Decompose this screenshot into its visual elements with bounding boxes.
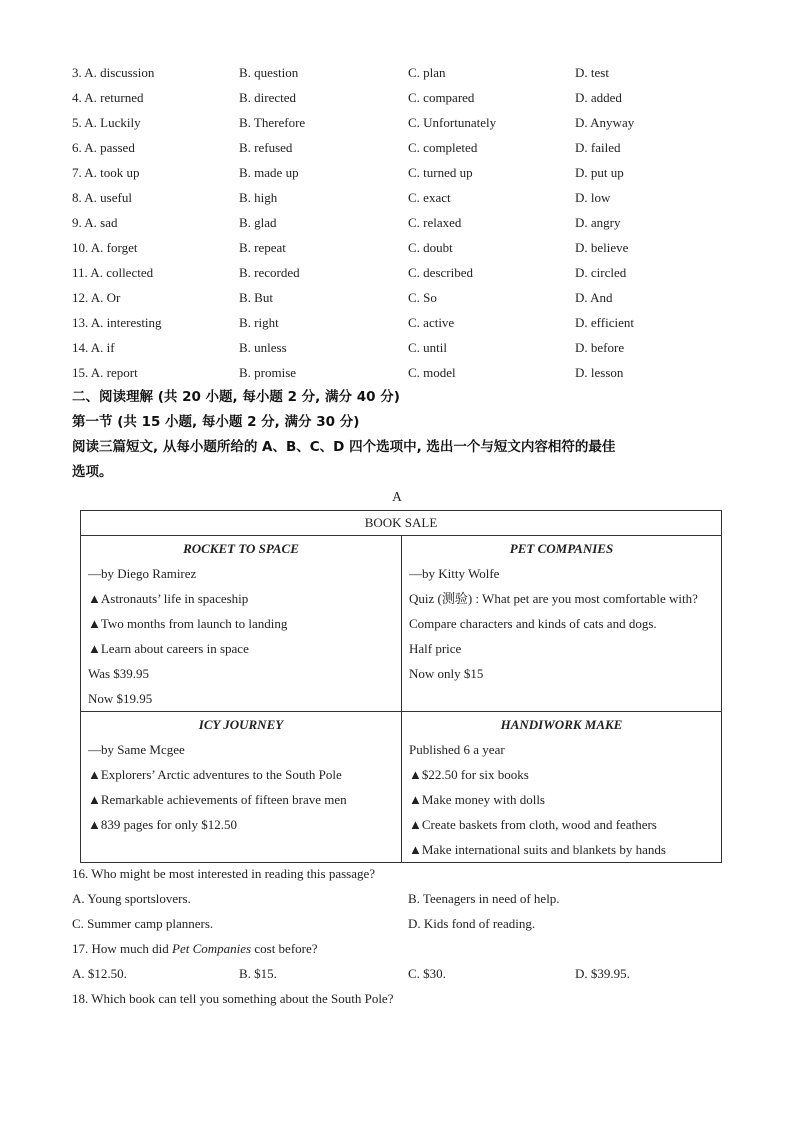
option-d: D. added bbox=[575, 90, 622, 105]
book-line bbox=[402, 686, 721, 711]
option-a: 14. A. if bbox=[72, 340, 115, 355]
question-17 bbox=[72, 939, 318, 959]
option-c: C. So bbox=[408, 290, 437, 305]
option-a: 3. A. discussion bbox=[72, 65, 155, 80]
q17-option-a: A. $12.50. bbox=[72, 966, 127, 981]
option-c: C. turned up bbox=[408, 165, 473, 180]
option-c: C. plan bbox=[408, 65, 446, 80]
q17-option-d: D. $39.95. bbox=[575, 966, 630, 981]
option-d: D. believe bbox=[575, 240, 629, 255]
option-b: B. question bbox=[239, 65, 299, 80]
option-d: D. lesson bbox=[575, 365, 624, 380]
q16-option-a: A. Young sportslovers. bbox=[72, 891, 191, 906]
option-b: B. Therefore bbox=[239, 115, 306, 130]
option-row bbox=[72, 213, 732, 233]
option-b: B. repeat bbox=[239, 240, 286, 255]
option-row bbox=[72, 113, 732, 133]
option-row bbox=[72, 363, 732, 383]
instruction-line-2: 选项。 bbox=[72, 464, 113, 480]
option-row bbox=[72, 63, 732, 83]
option-a: 13. A. interesting bbox=[72, 315, 162, 330]
option-row bbox=[72, 263, 732, 283]
option-row bbox=[72, 338, 732, 358]
option-b: B. right bbox=[239, 315, 279, 330]
instruction-line-1: 阅读三篇短文, 从每小题所给的 A、B、C、D 四个选项中, 选出一个与短文内容相符的最佳 bbox=[72, 439, 616, 455]
q16-option-d: D. Kids fond of reading. bbox=[408, 916, 536, 931]
option-d: D. failed bbox=[575, 140, 621, 155]
q16-option-b: B. Teenagers in need of help. bbox=[408, 891, 560, 906]
option-b: B. directed bbox=[239, 90, 297, 105]
option-d: D. And bbox=[575, 290, 613, 305]
option-d: D. Anyway bbox=[575, 115, 635, 130]
option-d: D. put up bbox=[575, 165, 624, 180]
q17-text-end: cost before? bbox=[251, 941, 318, 956]
option-b: B. glad bbox=[239, 215, 277, 230]
option-row bbox=[72, 188, 732, 208]
option-c: C. exact bbox=[408, 190, 451, 205]
book-line bbox=[81, 837, 401, 862]
book-title: ROCKET TO SPACE bbox=[183, 541, 299, 556]
option-row bbox=[72, 138, 732, 158]
book-line: ▲Two months from launch to landing bbox=[88, 616, 288, 631]
book-line: Compare characters and kinds of cats and dogs. bbox=[409, 616, 657, 631]
option-b: B. made up bbox=[239, 165, 299, 180]
option-row bbox=[72, 238, 732, 258]
book-line: Quiz (测验) : What pet are you most comfortable with? bbox=[409, 591, 698, 606]
option-b: B. unless bbox=[239, 340, 287, 355]
book-title: ICY JOURNEY bbox=[198, 717, 284, 732]
option-b: B. high bbox=[239, 190, 278, 205]
book-line: Now $19.95 bbox=[88, 691, 153, 706]
option-d: D. angry bbox=[575, 215, 621, 230]
book-line: ▲Explorers’ Arctic adventures to the South Pole bbox=[88, 767, 342, 782]
question-18: 18. Which book can tell you something about the South Pole? bbox=[72, 991, 394, 1006]
option-row bbox=[72, 163, 732, 183]
option-d: D. test bbox=[575, 65, 609, 80]
part-heading: 第一节 (共 15 小题, 每小题 2 分, 满分 30 分) bbox=[72, 414, 360, 430]
option-a: 12. A. Or bbox=[72, 290, 121, 305]
option-b: B. promise bbox=[239, 365, 297, 380]
section-heading: 二、阅读理解 (共 20 小题, 每小题 2 分, 满分 40 分) bbox=[72, 389, 400, 405]
option-a: 8. A. useful bbox=[72, 190, 132, 205]
option-c: C. until bbox=[408, 340, 448, 355]
option-c: C. model bbox=[408, 365, 456, 380]
book-line: —by Diego Ramirez bbox=[88, 566, 197, 581]
book-line: —by Same Mcgee bbox=[88, 742, 185, 757]
option-d: D. efficient bbox=[575, 315, 634, 330]
option-b: B. recorded bbox=[239, 265, 300, 280]
q17-book-title: Pet Companies bbox=[172, 941, 252, 956]
book-cell-rocket bbox=[81, 536, 402, 712]
book-line: ▲Create baskets from cloth, wood and feathers bbox=[409, 817, 657, 832]
book-line: ▲Remarkable achievements of fifteen brave men bbox=[88, 792, 347, 807]
option-c: C. active bbox=[408, 315, 455, 330]
book-line: Was $39.95 bbox=[88, 666, 150, 681]
book-line: ▲$22.50 for six books bbox=[409, 767, 529, 782]
book-title: PET COMPANIES bbox=[509, 541, 614, 556]
option-d: D. circled bbox=[575, 265, 627, 280]
question-16: 16. Who might be most interested in reading this passage? bbox=[72, 866, 376, 881]
option-row bbox=[72, 313, 732, 333]
option-c: C. Unfortunately bbox=[408, 115, 497, 130]
option-c: C. completed bbox=[408, 140, 478, 155]
book-line: —by Kitty Wolfe bbox=[409, 566, 500, 581]
option-a: 5. A. Luckily bbox=[72, 115, 141, 130]
book-line: Half price bbox=[409, 641, 462, 656]
passage-label: A bbox=[392, 489, 402, 504]
option-a: 15. A. report bbox=[72, 365, 138, 380]
q17-text: 17. How much did bbox=[72, 941, 173, 956]
option-c: C. relaxed bbox=[408, 215, 462, 230]
q17-option-c: C. $30. bbox=[408, 966, 446, 981]
option-a: 4. A. returned bbox=[72, 90, 144, 105]
option-a: 11. A. collected bbox=[72, 265, 154, 280]
book-cell-handiwork bbox=[402, 712, 722, 863]
book-line: ▲Make money with dolls bbox=[409, 792, 545, 807]
option-row bbox=[72, 88, 732, 108]
book-line: ▲Astronauts’ life in spaceship bbox=[88, 591, 249, 606]
book-line: ▲839 pages for only $12.50 bbox=[88, 817, 237, 832]
book-line: ▲Learn about careers in space bbox=[88, 641, 249, 656]
book-cell-pet bbox=[402, 536, 722, 712]
option-a: 6. A. passed bbox=[72, 140, 135, 155]
option-a: 9. A. sad bbox=[72, 215, 118, 230]
option-a: 7. A. took up bbox=[72, 165, 140, 180]
book-cell-icy bbox=[81, 712, 402, 863]
option-c: C. doubt bbox=[408, 240, 453, 255]
option-d: D. before bbox=[575, 340, 625, 355]
option-a: 10. A. forget bbox=[72, 240, 138, 255]
table-header: BOOK SALE bbox=[81, 511, 722, 536]
option-d: D. low bbox=[575, 190, 611, 205]
book-line: Now only $15 bbox=[409, 666, 484, 681]
q16-option-c: C. Summer camp planners. bbox=[72, 916, 214, 931]
option-b: B. refused bbox=[239, 140, 293, 155]
book-line: ▲Make international suits and blankets by hands bbox=[409, 842, 666, 857]
option-c: C. compared bbox=[408, 90, 475, 105]
option-row bbox=[72, 288, 732, 308]
option-b: B. But bbox=[239, 290, 273, 305]
option-c: C. described bbox=[408, 265, 473, 280]
book-title: HANDIWORK MAKE bbox=[500, 717, 623, 732]
book-sale-table bbox=[80, 510, 722, 863]
q17-option-b: B. $15. bbox=[239, 966, 277, 981]
book-line: Published 6 a year bbox=[409, 742, 505, 757]
